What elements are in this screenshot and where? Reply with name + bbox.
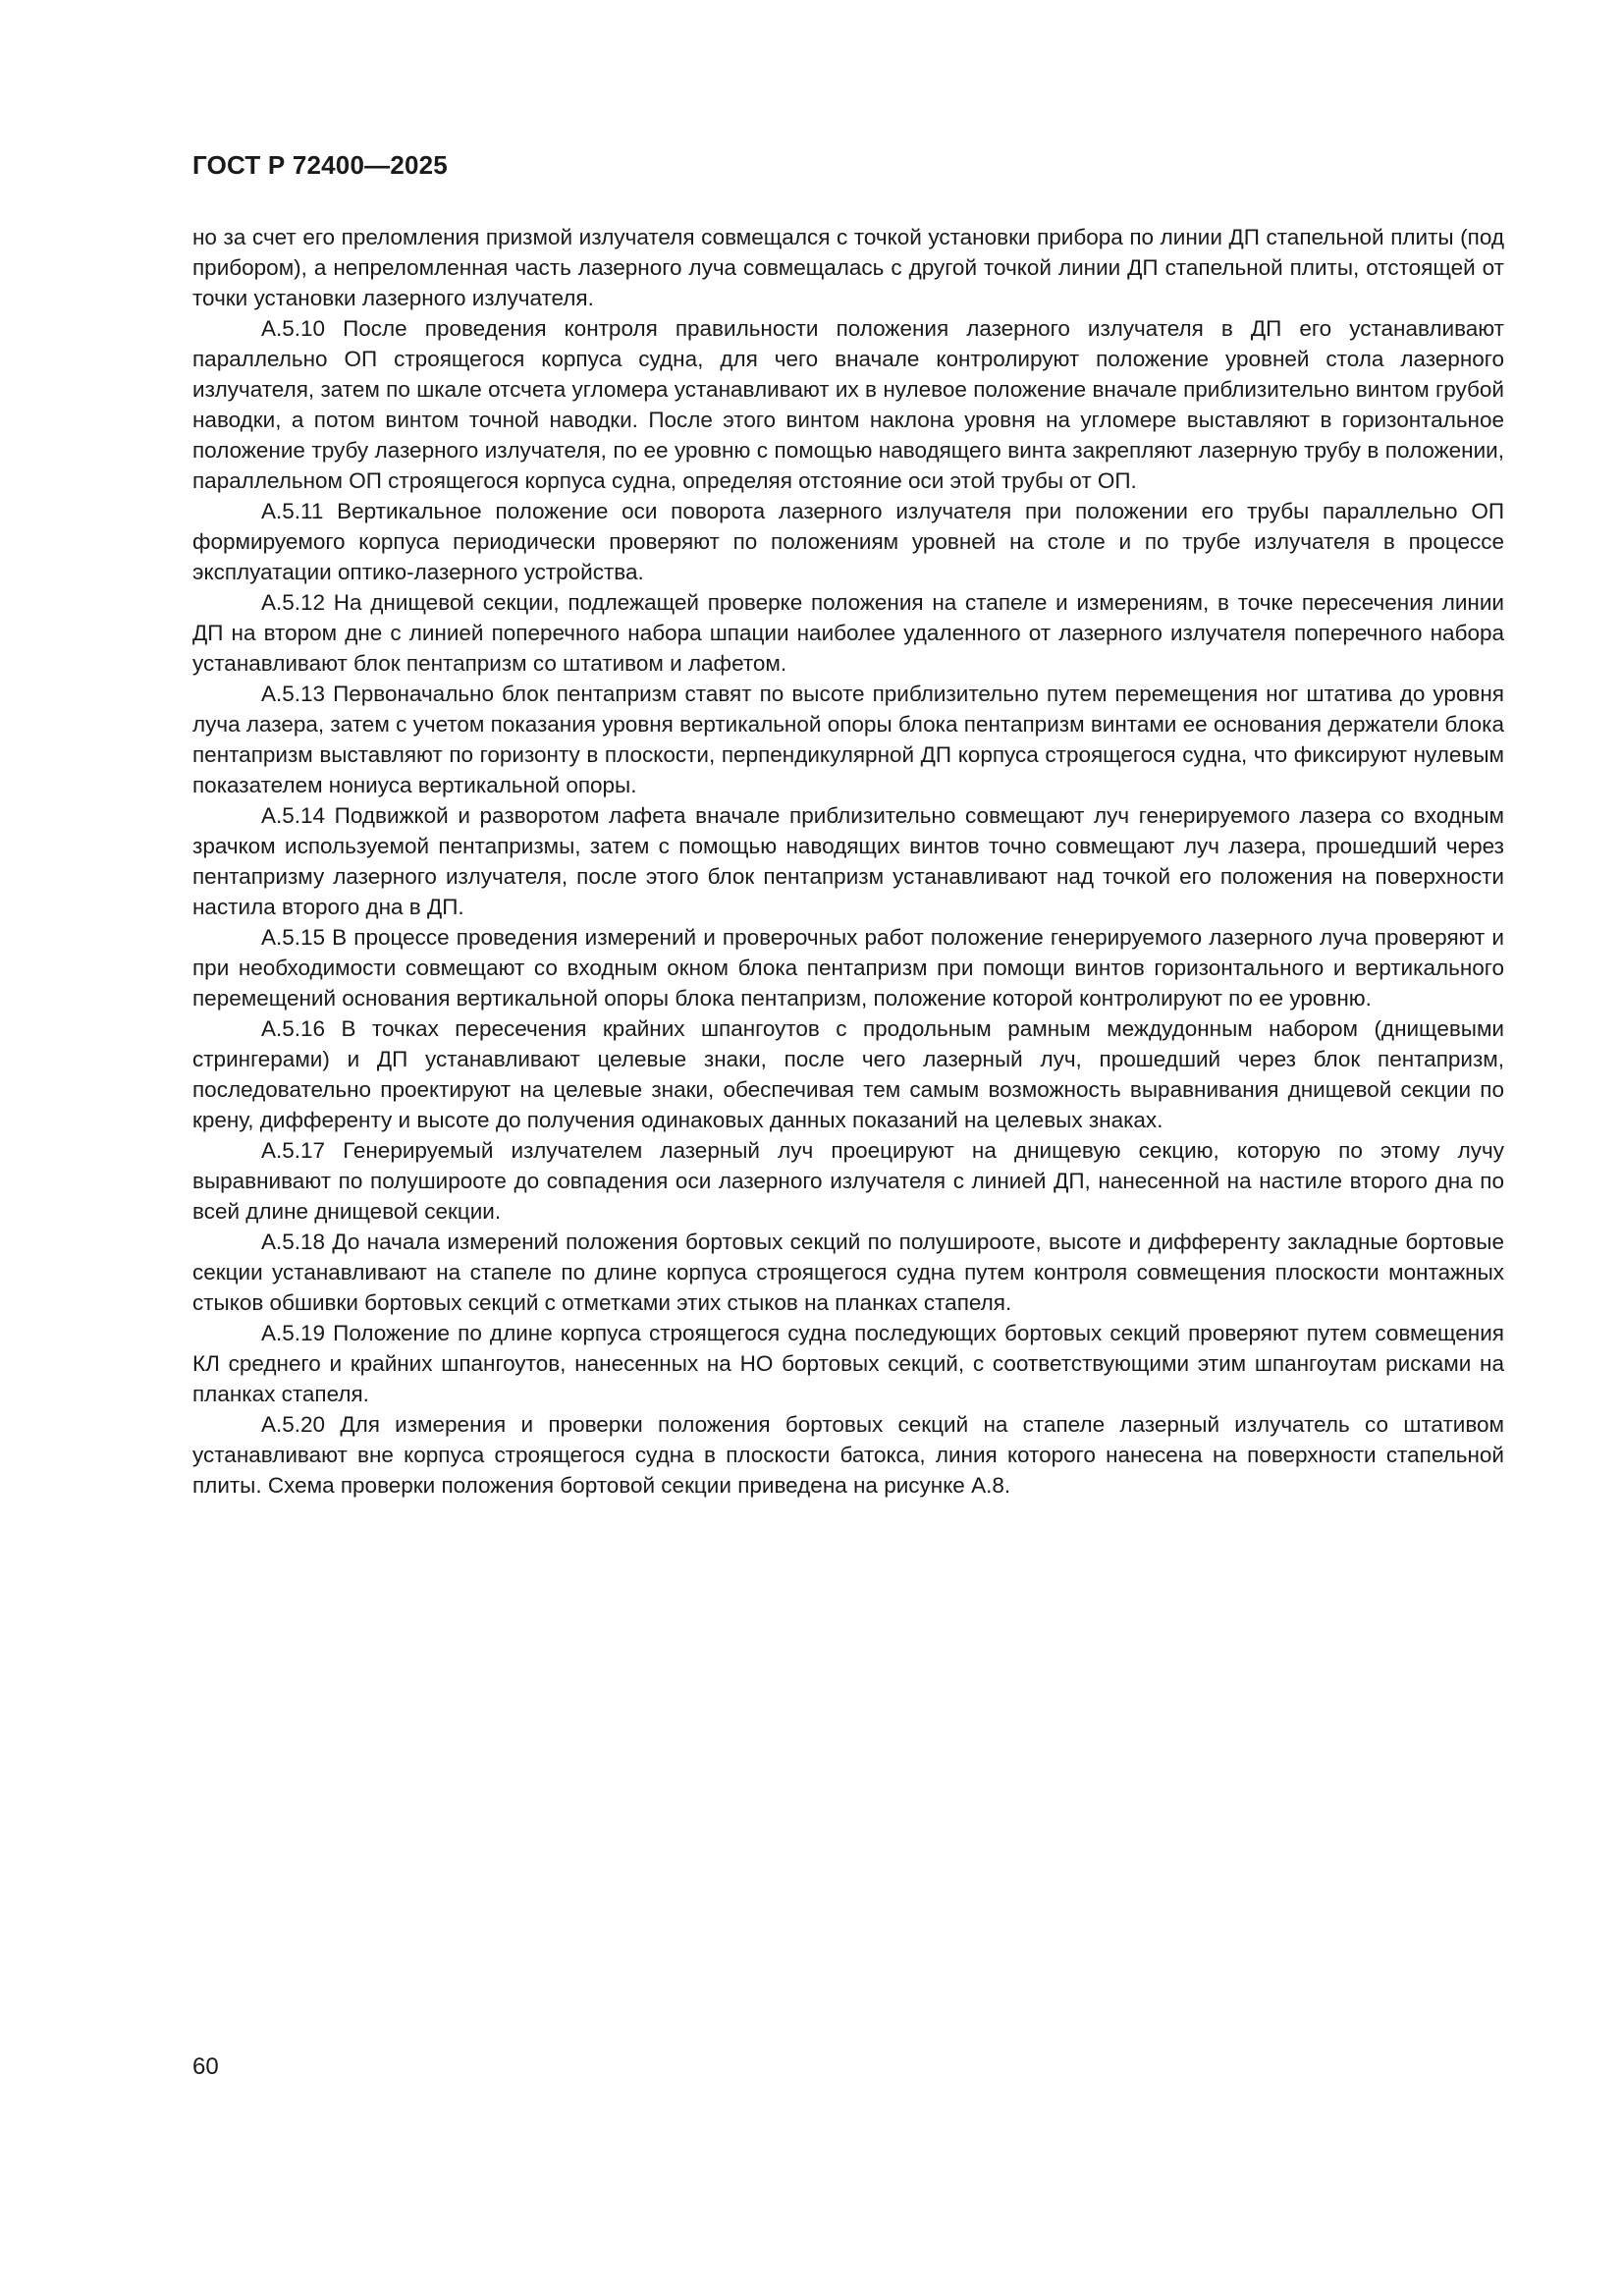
paragraph-a-5-18: А.5.18 До начала измерений положения бортовых секций по полуширооте, высоте и дифференту закладные бортовые секции устанавливают на стапеле по длине корпуса строящегося судна путем контроля совмещения плоскости монтажных стыков обшивки бортовых секций с отметками этих стыков на планках стапеля. — [192, 1230, 1504, 1315]
document-code-header: ГОСТ Р 72400—2025 — [192, 150, 448, 180]
page-number: 60 — [192, 2053, 219, 2080]
paragraph-a-5-17: А.5.17 Генерируемый излучателем лазерный луч проецируют на днищевую секцию, которую по этому лучу выравнивают по полуширооте до совпадения оси лазерного излучателя с линией ДП, нанесенной на настиле второго дна по всей длине днищевой секции. — [192, 1138, 1504, 1224]
paragraph-continuation: но за счет его преломления призмой излучателя совмещался с точкой установки прибора по линии ДП стапельной плиты (под прибором), а непреломленная часть лазерного луча совмещалась с другой точкой линии ДП стапельной плиты, отстоящей от точки установки лазерного излучателя. — [192, 225, 1504, 310]
paragraph-a-5-10: А.5.10 После проведения контроля правильности положения лазерного излучателя в ДП его устанавливают параллельно ОП строящегося корпуса судна, для чего вначале контролируют положение уровней стола лазерного излучателя, затем по шкале отсчета угломера устанавливают их в нулевое положение вначале приблизительно винтом грубой наводки, а потом винтом точной наводки. После этого винтом наклона уровня на угломере выставляют в горизонтальное положение трубу лазерного излучателя, по ее уровню с помощью наводящего винта закрепляют лазерную трубу в положении, параллельном ОП строящегося корпуса судна, определяя отстояние оси этой трубы от ОП. — [192, 316, 1504, 493]
paragraph-a-5-13: А.5.13 Первоначально блок пентапризм ставят по высоте приблизительно путем перемещения ног штатива до уровня луча лазера, затем с учетом показания уровня вертикальной опоры блока пентапризм винтами ее основания держатели блока пентапризм выставляют по горизонту в плоскости, перпендикулярной ДП корпуса строящегося судна, что фиксируют нулевым показателем нониуса вертикальной опоры. — [192, 682, 1504, 797]
document-body — [192, 222, 1504, 1501]
paragraph-a-5-14: А.5.14 Подвижкой и разворотом лафета вначале приблизительно совмещают луч генерируемого лазера со входным зрачком используемой пентапризмы, затем с помощью наводящих винтов точно совмещают луч лазера, прошедший через пентапризму лазерного излучателя, после этого блок пентапризм устанавливают над точкой его положения на поверхности настила второго дна в ДП. — [192, 803, 1504, 919]
paragraph-a-5-16: А.5.16 В точках пересечения крайних шпангоутов с продольным рамным междудонным набором (днищевыми стрингерами) и ДП устанавливают целевые знаки, после чего лазерный луч, прошедший через блок пентапризм, последовательно проектируют на целевые знаки, обеспечивая тем самым возможность выравнивания днищевой секции по крену, дифференту и высоте до получения одинаковых данных показаний на целевых знаках. — [192, 1016, 1504, 1132]
paragraph-a-5-11: А.5.11 Вертикальное положение оси поворота лазерного излучателя при положении его трубы параллельно ОП формируемого корпуса периодически проверяют по положениям уровней на столе и по трубе излучателя в процессе эксплуатации оптико-лазерного устройства. — [192, 499, 1504, 584]
paragraph-a-5-19: А.5.19 Положение по длине корпуса строящегося судна последующих бортовых секций проверяют путем совмещения КЛ среднего и крайних шпангоутов, нанесенных на НО бортовых секций, с соответствующими этим шпангоутам рисками на планках стапеля. — [192, 1321, 1504, 1406]
paragraph-a-5-20: А.5.20 Для измерения и проверки положения бортовых секций на стапеле лазерный излучатель со штативом устанавливают вне корпуса строящегося судна в плоскости батокса, линия которого нанесена на поверхности стапельной плиты. Схема проверки положения бортовой секции приведена на рисунке А.8. — [192, 1412, 1504, 1498]
paragraph-a-5-15: А.5.15 В процессе проведения измерений и проверочных работ положение генерируемого лазерного луча проверяют и при необходимости совмещают со входным окном блока пентапризм при помощи винтов горизонтального и вертикального перемещений основания вертикальной опоры блока пентапризм, положение которой контролируют по ее уровню. — [192, 925, 1504, 1011]
paragraph-a-5-12: А.5.12 На днищевой секции, подлежащей проверке положения на стапеле и измерениям, в точке пересечения линии ДП на втором дне с линией поперечного набора шпации наиболее удаленного от лазерного излучателя поперечного набора устанавливают блок пентапризм со штативом и лафетом. — [192, 590, 1504, 676]
